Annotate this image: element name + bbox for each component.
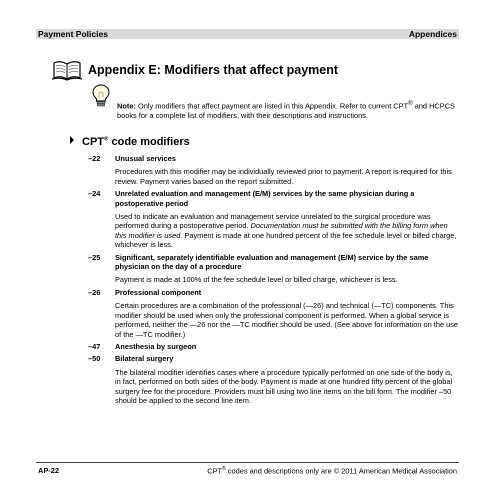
header-right: Appendices [408, 29, 457, 39]
footer-copyright [207, 466, 457, 475]
note-text-b: and HCPCS books for a complete list of modifiers, with their descriptions and instructions. [117, 101, 455, 121]
page-number: AP-22 [38, 466, 59, 475]
modifier-title: Significant, separately identifiable evaluation and management (E/M) service by the same physician on the day of a procedure [115, 252, 429, 272]
modifier-47 [88, 342, 460, 351]
modifier-description: Certain procedures are a combination of the professional (—26) and technical (—TC) components. This modifier should be used when only the professional component is performed. When a global service is performed, neither the —26 nor the —TC modifier should be used. (See above for information on the use of the —TC modifier.) [115, 301, 459, 339]
book-icon [52, 59, 82, 81]
modifier-25 [88, 253, 460, 285]
modifier-24 [88, 189, 460, 249]
footer-cpt: CPT [207, 466, 223, 476]
modifier-22 [88, 154, 460, 186]
lightbulb-icon [92, 84, 110, 108]
footer-rule [36, 462, 459, 463]
modifier-description [115, 212, 460, 250]
modifier-title: Bilateral surgery [115, 354, 174, 364]
modifier-description-italic: Documentation must be submitted with the billing form when this modifier is used. [115, 221, 448, 240]
modifier-title: Unusual services [115, 154, 176, 163]
modifier-title: Professional component [115, 287, 202, 297]
modifier-50 [88, 354, 460, 405]
modifier-description-a: Used to indicate an evaluation and management service unrelated to the surgical procedure was performed during a postoperative period. [115, 212, 431, 231]
registered-mark: ® [104, 136, 109, 143]
registered-mark: ® [222, 466, 226, 472]
modifier-title: Anesthesia by surgeon [115, 341, 197, 351]
modifier-code: –50 [88, 354, 101, 364]
arrow-bullet-icon [70, 136, 74, 144]
modifier-description: Procedures with this modifier may be individually reviewed prior to payment. A report is required for this review. Payment varies based on the report submitted. [115, 167, 452, 186]
modifier-description-b: Payment is made at one hundred percent of the fee schedule level or billed charge, whichever is less. [115, 230, 457, 250]
page-title: Appendix E: Modifiers that affect payment [88, 63, 339, 77]
registered-mark: ® [408, 100, 413, 107]
modifier-code: –26 [88, 287, 101, 297]
modifier-code: –22 [88, 154, 101, 163]
modifier-26 [88, 288, 460, 339]
modifier-code: –24 [88, 189, 101, 199]
modifier-code: –47 [88, 341, 101, 351]
header-left: Payment Policies [38, 29, 108, 39]
modifier-list [88, 154, 460, 405]
footer-copyright-text: codes and descriptions only are © 2011 American Medical Association [225, 466, 457, 476]
note-text [117, 99, 457, 121]
note-text-a: Only modifiers that affect payment are listed in this Appendix. Refer to current CPT [135, 101, 409, 111]
section-heading [70, 136, 190, 148]
section-prefix: CPT [82, 136, 104, 148]
modifier-title: Unrelated evaluation and management (E/M) services by the same physician during a postoperative period [115, 189, 415, 208]
section-suffix: code modifiers [108, 136, 190, 148]
modifier-description: Payment is made at 100% of the fee schedule level or billed charge, whichever is less. [115, 275, 398, 285]
modifier-code: –25 [88, 252, 101, 262]
modifier-description: The bilateral modifier identifies cases where a procedure typically performed on one side of the body is, in fact, performed on both sides of the body. Payment is made at one hundred fifty percent of the global surgery fee for the procedure. Providers must bill using two line items on the bill form. The modifier –50 should be applied to the second line item. [115, 367, 453, 405]
note-label: Note: [117, 101, 136, 111]
